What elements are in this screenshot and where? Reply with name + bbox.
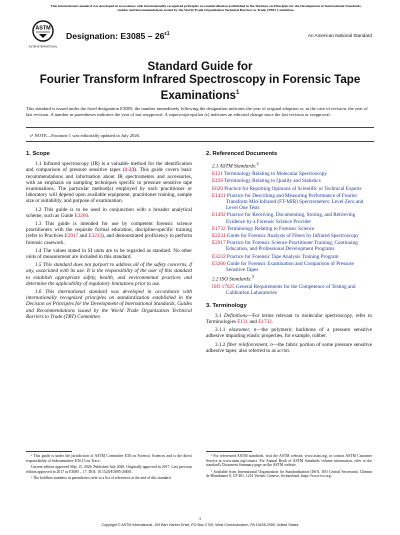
astm-reference-code-link[interactable]: E456 (212, 178, 223, 185)
astm-reference-code-link[interactable]: E1492 (212, 212, 226, 219)
scope-para-1-1: 1.1 Infrared spectroscopy (IR) is a valuable method for the identification and comparison of pressure sensitive tapes (1-23). This guide covers basic recommendations and information about IR spectrometers and accessories, with an emphasis on sampling techniques specific to pressure sensitive tape examinations. The particular method(s) employed by each practitioner or laboratory will depend upon available equipment, practitioner training, sample size or suitability, and purpose of examination. (26, 161, 192, 205)
title-line-1: Standard Guide for (147, 60, 253, 73)
footnotes-right (206, 454, 372, 481)
footnotes-left (26, 454, 192, 482)
scope-para-1-5: 1.5 This standard does not purport to address all of the safety concerns, if any, associated with its use. It is the responsibility of the user of this standard to establish appropriate safety, health, and environmental practices and determine the applicability of regulatory limitations prior to use. (26, 262, 192, 287)
astm-reference-code-link[interactable]: E620 (212, 185, 223, 192)
footnote-2-bibliography: ² The boldface numbers in parentheses refer to a list of references at the end of this standard. (31, 476, 172, 480)
astm-standards-subheading: 2.1 ASTM Standards:$^2$ (212, 161, 259, 170)
iso-reference-title-link[interactable]: General Requirements for the Competence of Testing and Calibration Laboratories (226, 284, 356, 297)
footnote-iso-availability: ³ Available from International Organization for Standardization (ISO), ISO Central Secretariat, Chemin de Blandonnet 8, CP 401, 1214 Vernier, Geneva, Switzerland, https://www.iso.org. (206, 469, 372, 479)
designation-text: Designation: E3085 – 26 (66, 31, 165, 41)
astm-reference-title-link[interactable]: Practice for Reporting Opinions of Scientific or Technical Experts (224, 185, 362, 192)
editorial-note: ε¹ NOTE—Footnote 1 was editorially updated in July 2026. (30, 133, 141, 138)
ref-link-e3233[interactable]: E3233 (88, 233, 103, 240)
astm-reference-title-link[interactable]: Practice for Describing and Measuring Performance of Fourier Transform Mid-Infrared (FT-MIR) Spectrometers: Level Zero and Level One Tests (226, 192, 364, 212)
left-column (26, 151, 192, 322)
astm-reference-item (212, 178, 372, 184)
astm-reference-item (212, 233, 372, 239)
ref-link-e131[interactable]: E131 (237, 318, 249, 325)
title-footnote-mark: 1 (236, 89, 240, 96)
astm-reference-item (212, 240, 372, 252)
society-label: An American National Standard (307, 33, 372, 38)
astm-reference-item (212, 186, 372, 192)
logo-text: ASTM INTERNATIONAL (28, 45, 58, 49)
astm-reference-title-link[interactable]: Guide for Forensic Analysis of Fibers by Infrared Spectroscopy (226, 232, 359, 239)
astm-reference-title-link[interactable]: Guide for Forensic Examination and Comparison of Pressure Sensitive Tapes (226, 260, 354, 273)
terminology-para-3-1-2: 3.1.2 fiber reinforcement, n—the fabric portion of some pressure sensitive adhesive tapes; also referred to as scrim. (206, 341, 372, 354)
ref-link-bibliography[interactable]: (1-23) (122, 167, 136, 174)
standard-issuance-note: This standard is issued under the fixed designation E3085; the number immediately following the designation indicates the year of original adoption or, in the case of revision, the year of last revision. A number in parentheses indicates the year of last reapproval. A superscript epsilon (ε) indicates an editorial change since the last revision or reapproval. (26, 106, 368, 117)
astm-reference-code-link[interactable]: E3233 (212, 253, 226, 260)
iso-reference-list (206, 284, 372, 296)
title-line-3: Examinations$^1$ (160, 88, 240, 102)
document-title (30, 60, 370, 102)
divider-bottom (26, 141, 374, 142)
footnote-1: ¹ This guide is under the jurisdiction of ASTM Committee E30 on Forensic Sciences and is the direct responsibility of Subcommittee E30.15 on Trace. (26, 454, 192, 463)
scope-para-1-6: 1.6 This international standard was developed in accordance with internationally recognized principles on standardization established in the Decision on Principles for the Development of International Standards, Guides and Recommendations issued by the World Trade Organization Technical Barriers to Trade (TBT) Committee. (26, 289, 192, 320)
iso-standards-subheading: 2.2 ISO Standards:$^3$ (212, 274, 254, 283)
astm-reference-list (206, 171, 372, 273)
footnote-1-edition: Current edition approved May 15, 2026. Published July 2026. Originally approved in 2017. Last previous edition approved in 2017 as E3085 – 17. DOI: 10.1520/E3085-26E01. (26, 465, 192, 474)
scope-para-1-3: 1.3 This guide is intended for use by competent forensic science practitioners with the requisite formal education, discipline-specific training (refer to Practices E2917 and E3233), and demonstrated proficiency to perform forensic casework. (26, 221, 193, 246)
footnote-rule-right (206, 451, 252, 452)
divider-top (26, 127, 374, 128)
title-line-2: Fourier Transform Infrared Spectroscopy in Forensic Tape (39, 73, 361, 87)
top-notice: This international standard was developed in accordance with internationally recognized principles on standardization established in the Decision on Principles for the Development of International Standards, Guides and Recommendations issued by the World Trade Organization Technical Barriers to Trade (TBT) Committee. (50, 4, 362, 13)
astm-reference-item (212, 226, 372, 232)
astm-reference-title-link[interactable]: Practice for Receiving, Documenting, Storing, and Retrieving Evidence by a Forensic Science Provider (226, 212, 356, 225)
section-heading-scope: 1. Scope (26, 151, 50, 157)
ref-link-e3260[interactable]: E3260 (74, 212, 89, 219)
designation-epsilon: ε1 (164, 31, 170, 38)
iso-reference-code-link[interactable]: ISO 17025 (212, 284, 235, 291)
ref-link-e2917[interactable]: E2917 (64, 233, 79, 240)
astm-reference-code-link[interactable]: E2224 (212, 232, 226, 239)
astm-reference-item (212, 171, 372, 177)
astm-reference-title-link[interactable]: Terminology Relating to Forensic Science (226, 225, 315, 232)
ref-link-e1732[interactable]: E1732 (258, 318, 272, 325)
page-number: 1 (198, 516, 202, 521)
section-heading-references: 2. Referenced Documents (206, 151, 278, 157)
astm-reference-code-link[interactable]: E3260 (212, 260, 226, 267)
astm-reference-code-link[interactable]: E1421 (212, 192, 226, 199)
astm-reference-title-link[interactable]: Terminology Relating to Quality and Statistics (224, 178, 321, 185)
astm-reference-title-link[interactable]: Practice for Forensic Tape Analysis Training Program (226, 253, 339, 260)
scope-para-1-2: 1.2 This guide is to be used in conjunction with a broader analytical scheme, such as Guide E3260. (26, 206, 192, 219)
astm-reference-code-link[interactable]: E131 (212, 171, 223, 178)
terminology-para-3-1-1: 3.1.1 elastomer, n—the polymeric backbone of a pressure sensitive adhesive imparting elastic properties, for example, rubber. (206, 327, 373, 340)
astm-reference-title-link[interactable]: Practice for Forensic Science Practitioner Training, Continuing Education, and Professional Development Programs (226, 240, 358, 253)
svg-text:ASTM: ASTM (35, 25, 51, 32)
astm-reference-item (212, 212, 372, 224)
iso-reference-item (212, 284, 372, 296)
astm-reference-title-link[interactable]: Terminology Relating to Molecular Spectroscopy (224, 171, 327, 178)
right-column (206, 151, 372, 356)
astm-reference-item (212, 254, 372, 260)
astm-reference-item (212, 193, 372, 212)
section-heading-terminology: 3. Terminology (206, 302, 247, 309)
copyright-line: Copyright © ASTM International, 100 Barr Harbor Drive, PO Box C700, West Conshohocken, PA 19428-2959. United States (101, 523, 299, 527)
scope-para-1-4: 1.4 The values stated in SI units are to be regarded as standard. No other units of measurement are included in this standard. (26, 247, 192, 261)
footnote-rule-left (26, 451, 72, 452)
terminology-para-3-1: 3.1 Definitions—For terms relevant to molecular spectroscopy, refer to Terminologies E131 and E1732. (206, 312, 373, 325)
header (26, 20, 378, 54)
astm-logo-icon (28, 20, 58, 50)
footnote-astm-website: ² For referenced ASTM standards, visit the ASTM website, www.astm.org, or contact ASTM Customer Service at www.astm.org/contact. For Annual Book of ASTM Standards volume information, refer to the standard's Document Summary page on the ASTM website. (206, 454, 372, 468)
astm-reference-item (212, 261, 372, 273)
designation (66, 31, 170, 41)
astm-reference-code-link[interactable]: E2917 (212, 240, 226, 247)
astm-reference-code-link[interactable]: E1732 (212, 225, 226, 232)
